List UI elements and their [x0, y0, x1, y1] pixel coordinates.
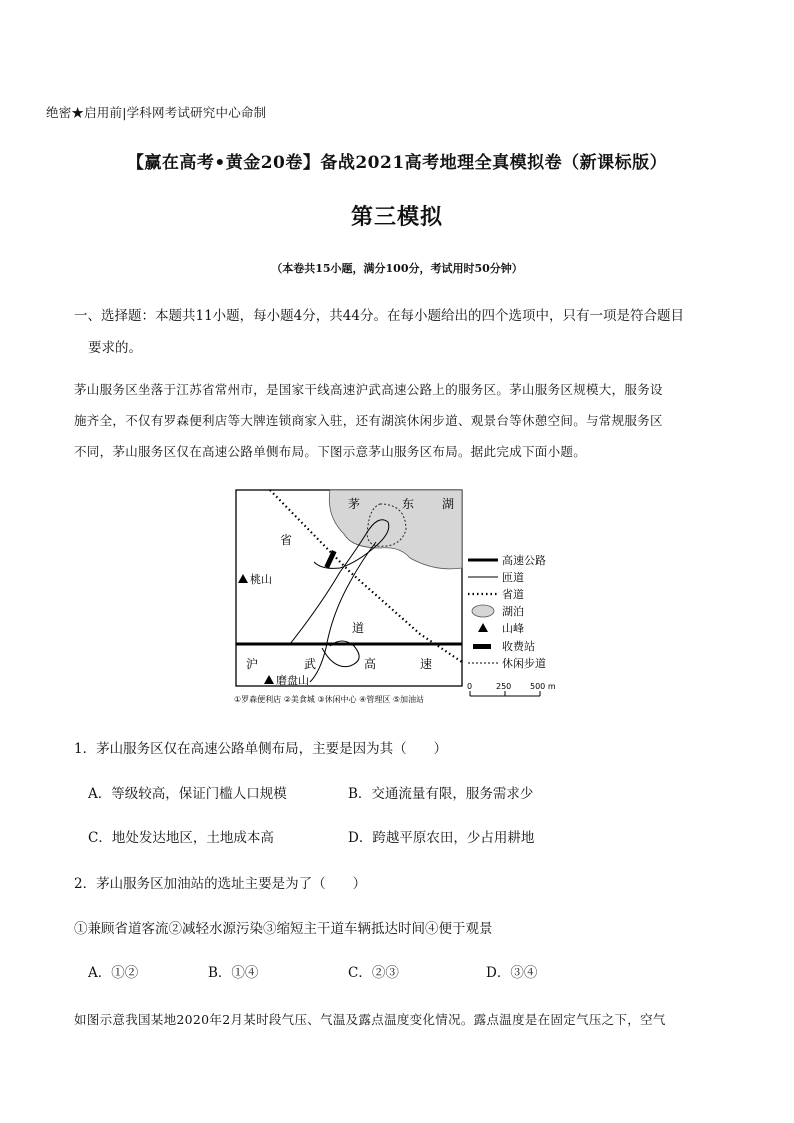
paper-title: 【赢在高考•黄金20卷】备战2021高考地理全真模拟卷（新课标版）: [126, 153, 668, 173]
highway-char-3: 高: [364, 657, 377, 671]
scale-bar: [467, 682, 556, 696]
lake-label-1: 茅: [348, 497, 361, 511]
question-1-stem: 1．茅山服务区仅在高速公路单侧布局，主要是因为其（ ）: [74, 741, 448, 757]
province-road-char-1: 省: [280, 533, 293, 547]
passage-1-line-3: 不同，茅山服务区仅在高速公路单侧布局。下图示意茅山服务区布局。据此完成下面小题。: [74, 444, 587, 459]
question-2-stem: 2．茅山服务区加油站的选址主要是为了（ ）: [74, 876, 367, 892]
scale-tick: 500 m: [530, 682, 556, 691]
facility-list: ①罗森便利店 ②美食城 ③休闲中心 ④管理区 ⑤加油站: [234, 695, 425, 704]
q2-option-c[interactable]: C．②③: [348, 965, 399, 981]
peak-icon: [478, 623, 488, 632]
section-line-2: 要求的。: [88, 340, 142, 356]
q1-option-a[interactable]: A．等级较高，保证门槛人口规模: [88, 786, 287, 802]
legend-item: 高速公路: [502, 554, 546, 567]
legend-swatch-lake: [472, 605, 494, 617]
legend-item: 省道: [502, 588, 524, 601]
passage-1-line-2: 施齐全，不仅有罗森便利店等大牌连锁商家入驻，还有湖滨休闲步道、观景台等休憩空间。与常规服务区: [74, 413, 663, 428]
peak-label-2: 磨盘山: [276, 674, 309, 687]
q2-option-d[interactable]: D．③④: [486, 965, 538, 981]
highway-char-1: 沪: [246, 657, 259, 671]
question-2-statement: ①兼顾省道客流②减轻水源污染③缩短主干道车辆抵达时间④便于观景: [74, 921, 493, 937]
legend-item: 匝道: [502, 571, 524, 584]
section-line-1: 一、选择题：本题共11小题，每小题4分，共44分。在每小题给出的四个选项中，只有一项是符合题目: [74, 308, 684, 324]
header-note: 绝密★启用前|学科网考试研究中心命制: [46, 105, 267, 120]
passage-2: 如图示意我国某地2020年2月某时段气压、气温及露点温度变化情况。露点温度是在固定气压之下，空气: [74, 1012, 666, 1027]
province-road-char-2: 道: [352, 621, 365, 635]
service-area-map: [230, 486, 560, 708]
legend-item: 休闲步道: [502, 657, 546, 670]
peak-label-1: 桃山: [250, 573, 272, 586]
legend-item: 湖泊: [502, 605, 524, 618]
section-instructions: [74, 300, 734, 364]
scale-tick: 250: [496, 682, 512, 691]
q2-option-b[interactable]: B．①④: [208, 965, 259, 981]
passage-1-line-1: 茅山服务区坐落于江苏省常州市，是国家干线高速沪武高速公路上的服务区。茅山服务区规模大，服务设: [74, 382, 663, 397]
q1-option-c[interactable]: C．地处发达地区，土地成本高: [88, 830, 274, 846]
lake-label-3: 湖: [442, 497, 455, 511]
q2-option-a[interactable]: A．①②: [88, 965, 139, 981]
legend-swatch-toll: [473, 644, 491, 649]
q1-option-b[interactable]: B．交通流量有限，服务需求少: [348, 786, 534, 802]
scale-tick: 0: [467, 682, 473, 691]
q1-option-d[interactable]: D．跨越平原农田，少占用耕地: [348, 830, 535, 846]
paper-subtitle: 第三模拟: [350, 204, 443, 230]
legend-item: 收费站: [502, 640, 535, 653]
lake-label-2: 东: [402, 497, 415, 511]
map-legend: [468, 553, 546, 670]
passage-1: [74, 374, 734, 467]
highway-char-4: 速: [420, 657, 433, 671]
exam-note: （本卷共15小题，满分100分，考试用时50分钟）: [271, 262, 523, 275]
legend-item: 山峰: [502, 622, 524, 635]
highway-char-2: 武: [304, 657, 317, 671]
